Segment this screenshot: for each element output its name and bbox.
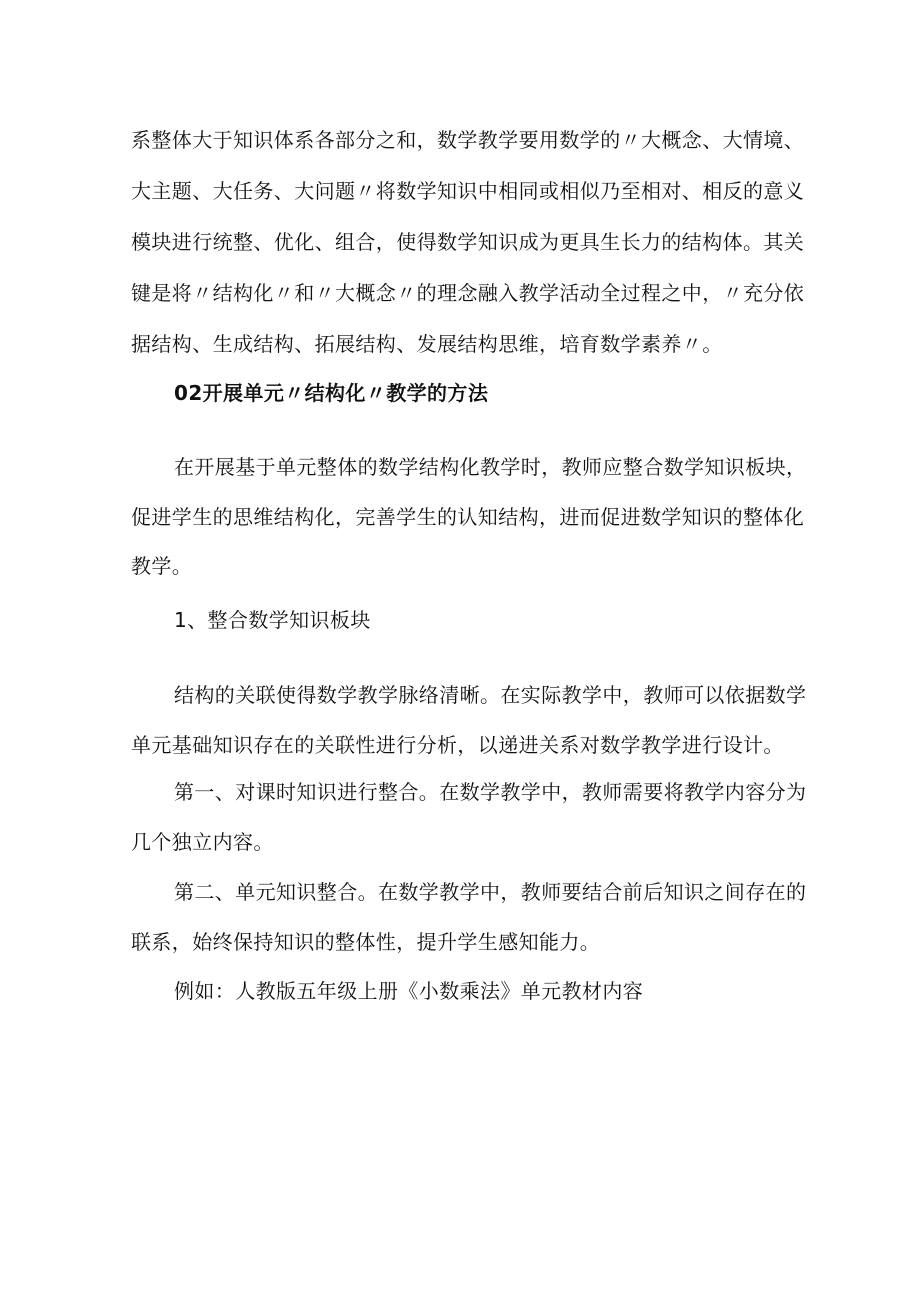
intro-line-5: 据结构、生成结构、拓展结构、发展结构思维，培育数学素养〃。 (131, 332, 723, 356)
first-point-line-1: 第一、对课时知识进行整合。在数学教学中，教师需要将教学内容分为 (174, 780, 807, 804)
relation-line-2: 单元基础知识存在的关联性进行分析，以递进关系对数学教学进行设计。 (131, 733, 784, 757)
intro-line-4: 键是将〃结构化〃和〃大概念〃的理念融入教学活动全过程之中，〃充分依 (131, 281, 805, 305)
subheading: 1、整合数学知识板块 (174, 608, 371, 632)
second-point-line-2: 联系，始终保持知识的整体性，提升学生感知能力。 (131, 930, 601, 954)
section-heading: 02开展单元〃结构化〃教学的方法 (174, 381, 489, 405)
relation-line-1: 结构的关联使得数学教学脉络清晰。在实际教学中，教师可以依据数学 (174, 683, 807, 707)
method-intro-line-1: 在开展基于单元整体的数学结构化教学时，教师应整合数学知识板块， (174, 455, 807, 479)
intro-line-1: 系整体大于知识体系各部分之和，数学教学要用数学的〃大概念、大情境、 (131, 128, 805, 152)
method-intro-line-2: 促进学生的思维结构化，完善学生的认知结构，进而促进数学知识的整体化 (131, 505, 805, 529)
method-intro-line-3: 教学。 (131, 554, 193, 578)
second-point-line-1: 第二、单元知识整合。在数学教学中，教师要结合前后知识之间存在的 (174, 880, 807, 904)
intro-line-2: 大主题、大任务、大问题〃将数学知识中相同或相似乃至相对、相反的意义 (131, 179, 805, 203)
example-line: 例如：人教版五年级上册《小数乘法》单元教材内容 (174, 979, 644, 1003)
first-point-line-2: 几个独立内容。 (131, 830, 274, 854)
intro-line-3: 模块进行统整、优化、组合，使得数学知识成为更具生长力的结构体。其关 (131, 230, 805, 254)
